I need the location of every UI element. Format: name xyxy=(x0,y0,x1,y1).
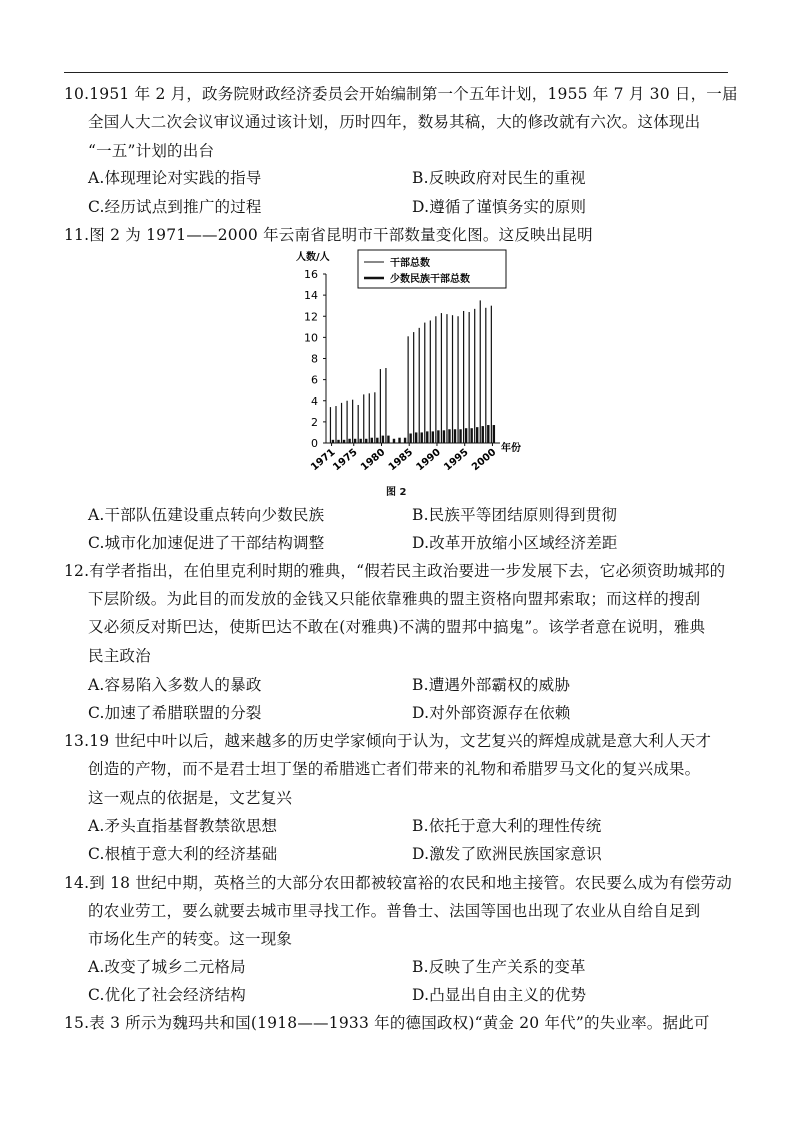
q14-stem-line-1: 14.到 18 世纪中期，英格兰的大部分农田都被较富裕的农民和地主接管。农民要么成为有偿劳动 xyxy=(64,874,732,892)
q13-stem-line-3: 这一观点的依据是，文艺复兴 xyxy=(88,789,293,807)
bar-minority-1990 xyxy=(437,430,439,443)
q11-option-d[interactable]: D.改革开放缩小区域经济差距 xyxy=(412,534,618,552)
q10-stem-line-2: 全国人大二次会议审议通过该计划，历时四年，数易其稿，大的修改就有六次。这体现出 xyxy=(88,113,701,131)
q12-stem-line-4: 民主政治 xyxy=(88,647,151,665)
y-tick-label: 4 xyxy=(311,394,318,408)
bar-total-1995 xyxy=(463,311,464,443)
bar-total-1986 xyxy=(413,332,414,443)
q14-option-d[interactable]: D.凸显出自由主义的优势 xyxy=(412,986,587,1004)
bar-minority-1991 xyxy=(443,430,445,443)
y-tick-label: 10 xyxy=(304,331,318,345)
bar-minority-1973 xyxy=(343,440,345,443)
bar-minority-1993 xyxy=(454,429,456,443)
y-tick-label: 2 xyxy=(311,415,318,429)
bar-minority-1985 xyxy=(409,433,411,443)
bar-minority-1984 xyxy=(404,438,406,443)
legend-label-total: 干部总数 xyxy=(390,258,430,269)
bar-minority-1996 xyxy=(470,428,472,443)
bar-minority-1986 xyxy=(415,432,417,443)
bar-minority-1988 xyxy=(426,431,428,443)
bar-minority-1976 xyxy=(359,439,361,443)
q13-option-d[interactable]: D.激发了欧洲民族国家意识 xyxy=(412,845,602,863)
cadre-count-chart xyxy=(258,246,538,476)
y-axis-label: 人数/人 xyxy=(296,252,330,263)
x-axis-label: 年份 xyxy=(501,443,521,454)
q12-option-d[interactable]: D.对外部资源存在依赖 xyxy=(412,704,571,722)
y-tick-label: 8 xyxy=(311,352,318,366)
q10-stem-line-1: 10.1951 年 2 月，政务院财政经济委员会开始编制第一个五年计划，1955 年 7 月 30 日，一届 xyxy=(64,85,738,103)
bar-minority-1995 xyxy=(465,428,467,443)
q13-stem-line-1: 13.19 世纪中叶以后，越来越多的历史学家倾向于认为，文艺复兴的辉煌成就是意大利人天才 xyxy=(64,732,712,750)
bar-minority-1977 xyxy=(365,439,367,443)
q10-option-c[interactable]: C.经历试点到推广的过程 xyxy=(88,198,262,216)
bar-minority-1989 xyxy=(432,431,434,443)
q10-option-d[interactable]: D.遵循了谨慎务实的原则 xyxy=(412,198,587,216)
q11-option-b[interactable]: B.民族平等团结原则得到贯彻 xyxy=(412,506,618,524)
x-tick-label: 1990 xyxy=(414,446,443,474)
bar-total-1989 xyxy=(430,320,431,443)
bar-total-1972 xyxy=(335,406,336,443)
bar-total-1976 xyxy=(358,405,359,443)
bar-total-1977 xyxy=(363,394,364,443)
x-tick-label: 1975 xyxy=(331,446,360,474)
y-tick-label: 14 xyxy=(304,289,318,303)
q10-option-a[interactable]: A.体现理论对实践的指导 xyxy=(88,169,262,187)
bar-total-1973 xyxy=(341,403,342,443)
bar-minority-1978 xyxy=(371,438,373,443)
bar-minority-1999 xyxy=(487,425,489,443)
bar-total-1985 xyxy=(408,336,409,443)
bar-total-1978 xyxy=(369,393,370,443)
y-tick-label: 12 xyxy=(304,310,318,324)
q15-stem-line-1: 15.表 3 所示为魏玛共和国(1918——1933 年的德国政权)“黄金 20 年代”的失业率。据此可 xyxy=(64,1014,710,1032)
bar-minority-1975 xyxy=(354,439,356,443)
bar-total-1994 xyxy=(457,316,458,443)
bar-minority-1998 xyxy=(482,426,484,443)
bar-minority-1992 xyxy=(448,429,450,443)
bar-total-1971 xyxy=(330,407,331,443)
bar-total-1990 xyxy=(435,316,436,443)
q12-stem-line-2: 下层阶级。为此目的而发放的金钱又只能依靠雅典的盟主资格向盟邦索取；而这样的搜刮 xyxy=(88,590,701,608)
q14-option-c[interactable]: C.优化了社会经济结构 xyxy=(88,986,246,1004)
bar-total-1987 xyxy=(419,328,420,443)
bar-minority-1971 xyxy=(332,440,334,443)
y-tick-label: 0 xyxy=(311,437,318,450)
bar-minority-1972 xyxy=(337,440,339,443)
bar-minority-1974 xyxy=(348,439,350,443)
y-tick-label: 6 xyxy=(311,373,318,387)
bar-total-2000 xyxy=(491,306,492,443)
bar-total-1999 xyxy=(485,308,486,443)
q10-stem-line-3: “一五”计划的出台 xyxy=(88,142,215,160)
q13-stem-line-2: 创造的产物，而不是君士坦丁堡的希腊逃亡者们带来的礼物和希腊罗马文化的复兴成果。 xyxy=(88,760,701,778)
bar-total-1997 xyxy=(474,309,475,443)
figure-caption: 图 2 xyxy=(386,487,407,498)
bar-minority-1980 xyxy=(382,436,384,443)
bar-total-1979 xyxy=(374,392,375,443)
x-tick-label: 1985 xyxy=(386,446,416,474)
bar-total-1992 xyxy=(446,314,447,443)
q14-stem-line-2: 的农业劳工，要么就要去城市里寻找工作。普鲁士、法国等国也出现了农业从自给自足到 xyxy=(88,902,701,920)
q14-stem-line-3: 市场化生产的转变。这一现象 xyxy=(88,930,293,948)
q10-option-b[interactable]: B.反映政府对民生的重视 xyxy=(412,169,586,187)
q14-option-a[interactable]: A.改变了城乡二元格局 xyxy=(88,958,246,976)
bar-minority-1987 xyxy=(421,432,423,443)
x-tick-label: 1995 xyxy=(442,446,471,474)
bar-total-1980 xyxy=(380,369,381,443)
bar-minority-1994 xyxy=(459,429,461,443)
x-tick-label: 1980 xyxy=(359,446,388,474)
bar-total-1988 xyxy=(424,323,425,443)
x-tick-label: 1971 xyxy=(309,446,338,474)
q11-option-a[interactable]: A.干部队伍建设重点转向少数民族 xyxy=(88,506,325,524)
bar-total-1991 xyxy=(441,313,442,443)
bar-minority-1982 xyxy=(393,439,395,443)
x-tick-label: 2000 xyxy=(469,446,499,474)
legend-label-minority: 少数民族干部总数 xyxy=(390,274,470,285)
bar-minority-1981 xyxy=(387,436,389,443)
bar-total-1996 xyxy=(469,312,470,443)
bar-total-1993 xyxy=(452,315,453,443)
bar-total-1974 xyxy=(346,401,347,443)
bar-total-1975 xyxy=(352,400,353,443)
q12-option-b[interactable]: B.遭遇外部霸权的威胁 xyxy=(412,676,571,694)
q12-stem-line-1: 12.有学者指出，在伯里克利时期的雅典，“假若民主政治要进一步发展下去，它必须资助城邦的 xyxy=(64,562,726,580)
q13-option-c[interactable]: C.根植于意大利的经济基础 xyxy=(88,845,278,863)
q13-option-a[interactable]: A.矛头直指基督教禁欲思想 xyxy=(88,817,278,835)
bar-minority-1983 xyxy=(398,438,400,443)
bar-total-1998 xyxy=(480,300,481,443)
bar-minority-1997 xyxy=(476,427,478,443)
q14-option-b[interactable]: B.反映了生产关系的变革 xyxy=(412,958,586,976)
q12-option-c[interactable]: C.加速了希腊联盟的分裂 xyxy=(88,704,262,722)
q11-stem-line-1: 11.图 2 为 1971——2000 年云南省昆明市干部数量变化图。这反映出昆明 xyxy=(64,226,593,244)
y-tick-label: 16 xyxy=(304,268,318,281)
q13-option-b[interactable]: B.依托于意大利的理性传统 xyxy=(412,817,602,835)
bar-minority-2000 xyxy=(493,425,495,443)
bar-minority-1979 xyxy=(376,438,378,443)
header-rule xyxy=(64,72,728,73)
bar-total-1981 xyxy=(385,368,386,443)
q12-stem-line-3: 又必须反对斯巴达，使斯巴达不敢在(对雅典)不满的盟邦中搞鬼”。该学者意在说明，雅典 xyxy=(88,618,706,636)
q12-option-a[interactable]: A.容易陷入多数人的暴政 xyxy=(88,676,262,694)
q11-option-c[interactable]: C.城市化加速促进了干部结构调整 xyxy=(88,534,325,552)
